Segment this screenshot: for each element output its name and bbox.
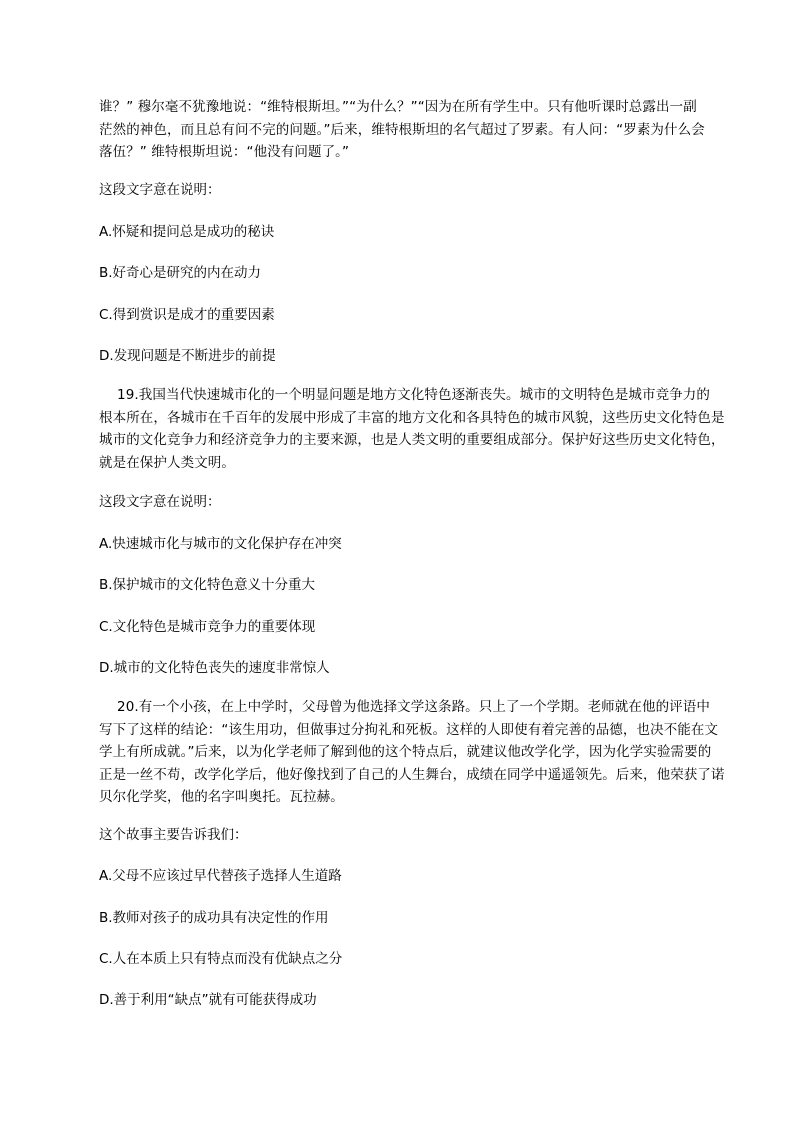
- q19-option-d: D.城市的文化特色丧失的速度非常惊人: [99, 660, 330, 676]
- q20-option-a: A.父母不应该过早代替孩子选择人生道路: [99, 868, 342, 884]
- q19-line-3: 城市的文化竞争力和经济竞争力的主要来源，也是人类文明的重要组成部分。保护好这些历史文化特色，: [99, 432, 725, 448]
- q19-option-a: A.快速城市化与城市的文化保护存在冲突: [99, 536, 342, 552]
- q20-option-c: C.人在本质上只有特点而没有优缺点之分: [99, 951, 343, 967]
- q18-line-3: 落伍？” 维特根斯坦说：“他没有问题了。”: [99, 144, 350, 160]
- q18-option-c: C.得到赏识是成才的重要因素: [99, 307, 275, 323]
- q20-prompt: 这个故事主要告诉我们：: [99, 827, 248, 843]
- q18-passage: [99, 96, 705, 164]
- q20-option-d: D.善于利用“缺点”就有可能获得成功: [99, 992, 317, 1008]
- q20-line-1: 20.有一个小孩，在上中学时，父母曾为他选择文学这条路。只上了一个学期。老师就在他的评语中: [117, 699, 710, 715]
- q19-prompt: 这段文字意在说明：: [99, 494, 221, 510]
- q19-line-2: 根本所在，各城市在千百年的发展中形成了丰富的地方文化和各具特色的城市风貌，这些历史文化特色是: [99, 409, 725, 426]
- q18-prompt: 这段文字意在说明：: [99, 182, 221, 198]
- q18-line-2: 茫然的神色，而且总有问不完的问题。”后来，维特根斯坦的名气超过了罗素。有人问：“罗素为什么会: [99, 121, 705, 138]
- q18-option-d: D.发现问题是不断进步的前提: [99, 348, 276, 364]
- q20-line-4: 正是一丝不苟，改学化学后，他好像找到了自己的人生舞台，成绩在同学中遥遥领先。后来，他荣获了诺: [99, 766, 725, 783]
- q20-line-5: 贝尔化学奖，他的名字叫奥托。瓦拉赫。: [99, 789, 344, 805]
- q20-line-2: 写下了这样的结论：“该生用功，但做事过分拘礼和死板。这样的人即使有着完善的品德，也决不能在文: [99, 721, 719, 738]
- q18-line-1: 谁？” 穆尔毫不犹豫地说：“维特根斯坦。”“为什么？”“因为在所有学生中。只有他听课时总露出一副: [99, 99, 697, 115]
- q19-option-b: B.保护城市的文化特色意义十分重大: [99, 577, 316, 593]
- q19-option-c: C.文化特色是城市竞争力的重要体现: [99, 619, 316, 635]
- q19-line-4: 就是在保护人类文明。: [99, 454, 235, 471]
- q20-option-b: B.教师对孩子的成功具有决定性的作用: [99, 910, 329, 926]
- q19-line-1: 19.我国当代快速城市化的一个明显问题是地方文化特色逐渐丧失。城市的文明特色是城市竞争力的: [117, 387, 710, 403]
- q20-passage: [99, 696, 725, 809]
- q18-option-b: B.好奇心是研究的内在动力: [99, 265, 262, 281]
- q19-passage: [99, 384, 725, 474]
- q20-line-3: 学上有所成就。”后来，以为化学老师了解到他的这个特点后，就建议他改学化学，因为化学实验需要的: [99, 744, 712, 760]
- q18-option-a: A.怀疑和提问总是成功的秘诀: [99, 224, 275, 240]
